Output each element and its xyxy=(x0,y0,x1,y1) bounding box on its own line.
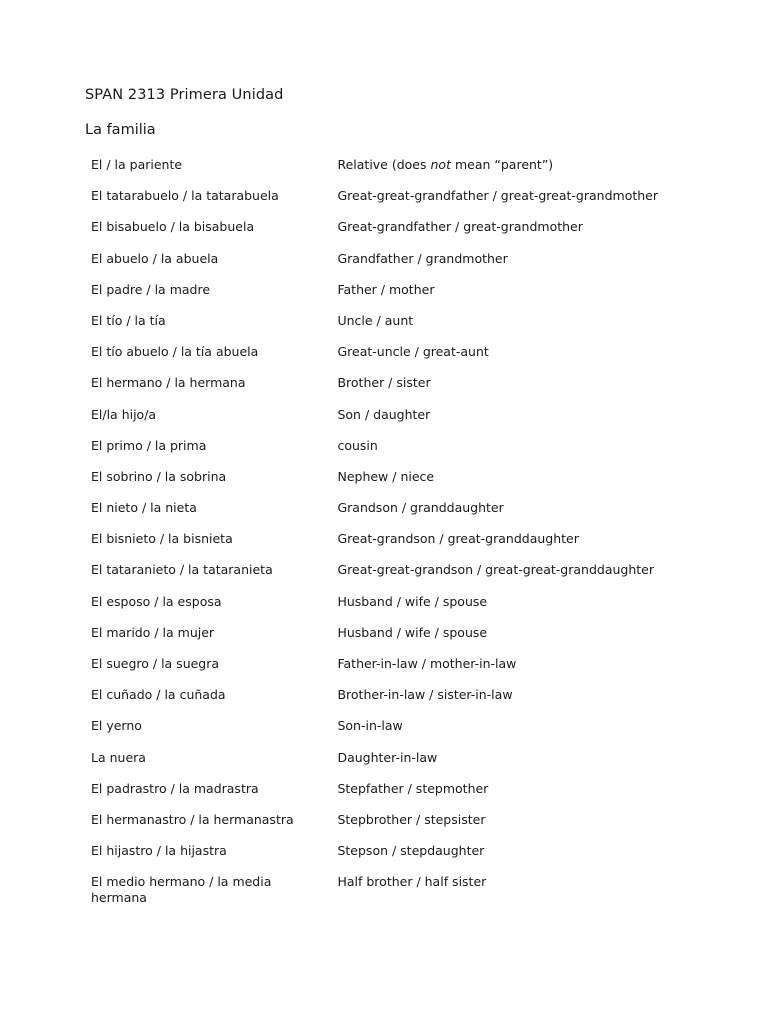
spanish-term: El tío / la tía xyxy=(91,312,166,328)
spanish-term: El suegro / la suegra xyxy=(91,656,220,671)
english-translation: Brother-in-law / sister-in-law xyxy=(337,687,513,703)
table-row xyxy=(85,594,685,625)
english-translation: Son / daughter xyxy=(337,406,431,422)
table-row xyxy=(85,438,685,469)
table-row xyxy=(85,251,685,282)
spanish-term: El tataranieto / la tataranieta xyxy=(91,562,273,578)
spanish-term: El padre / la madre xyxy=(91,281,211,297)
table-row xyxy=(85,687,685,718)
table-row xyxy=(85,562,685,593)
table-row xyxy=(85,375,685,406)
table-row xyxy=(85,500,685,531)
spanish-term: El tatarabuelo / la tatarabuela xyxy=(91,188,279,204)
english-translation: cousin xyxy=(337,437,378,453)
english-translation: Grandson / granddaughter xyxy=(337,500,504,516)
spanish-term: El/la hijo/a xyxy=(91,406,157,422)
spanish-term: El yerno xyxy=(91,718,142,734)
english-translation: Grandfather / grandmother xyxy=(337,250,508,266)
table-row xyxy=(85,531,685,562)
english-translation: Great-grandson / great-granddaughter xyxy=(337,531,579,547)
table-row xyxy=(85,188,685,219)
spanish-term: El bisabuelo / la bisabuela xyxy=(91,219,255,235)
table-row xyxy=(85,407,685,438)
english-translation: Great-great-grandson / great-great-granddaughter xyxy=(337,562,654,578)
english-translation: Half brother / half sister xyxy=(337,874,487,890)
spanish-term: El bisnieto / la bisnieta xyxy=(91,531,233,547)
table-row xyxy=(85,718,685,749)
spanish-term: La nuera xyxy=(91,749,146,765)
vocabulary-table xyxy=(85,157,685,914)
english-translation: Son-in-law xyxy=(337,718,403,734)
english-translation: Great-uncle / great-aunt xyxy=(337,344,489,360)
table-row xyxy=(85,656,685,687)
english-translation: Great-great-grandfather / great-great-grandmother xyxy=(337,188,658,204)
spanish-term: El hijastro / la hijastra xyxy=(91,843,227,859)
table-row xyxy=(85,812,685,843)
spanish-term: El hermanastro / la hermanastra xyxy=(91,811,294,827)
english-translation: Stepbrother / stepsister xyxy=(337,811,486,827)
section-heading: La familia xyxy=(85,122,156,138)
english-translation: Great-grandfather / great-grandmother xyxy=(337,219,583,235)
spanish-term: El hermano / la hermana xyxy=(91,375,246,391)
english-translation: Daughter-in-law xyxy=(337,749,438,765)
english-translation xyxy=(337,157,685,188)
table-row xyxy=(85,781,685,812)
table-row xyxy=(85,219,685,250)
english-translation: Stepfather / stepmother xyxy=(337,780,489,796)
spanish-term: El / la pariente xyxy=(91,157,183,172)
english-translation: Uncle / aunt xyxy=(337,312,414,328)
spanish-term: El primo / la prima xyxy=(91,437,207,453)
table-row xyxy=(85,469,685,500)
table-row xyxy=(85,874,685,914)
english-translation: Father / mother xyxy=(337,281,435,297)
spanish-term: El sobrino / la sobrina xyxy=(91,468,227,484)
english-translation: Husband / wife / spouse xyxy=(337,593,488,609)
spanish-term: El marido / la mujer xyxy=(91,624,215,640)
table-row xyxy=(85,344,685,375)
table-row xyxy=(85,750,685,781)
spanish-term: El esposo / la esposa xyxy=(91,593,222,609)
document-title: SPAN 2313 Primera Unidad xyxy=(85,87,284,103)
spanish-term: El medio hermano / la media hermana xyxy=(91,874,272,906)
english-translation: Father-in-law / mother-in-law xyxy=(337,656,517,671)
translation-text: mean “parent”) xyxy=(450,157,554,172)
english-translation: Husband / wife / spouse xyxy=(337,624,488,640)
spanish-term: El padrastro / la madrastra xyxy=(91,780,259,796)
table-row xyxy=(85,157,685,188)
table-row xyxy=(85,282,685,313)
spanish-term: El tío abuelo / la tía abuela xyxy=(91,344,259,360)
spanish-term: El nieto / la nieta xyxy=(91,500,197,516)
spanish-term: El abuelo / la abuela xyxy=(91,250,219,266)
english-translation: Brother / sister xyxy=(337,375,431,391)
english-translation: Nephew / niece xyxy=(337,468,435,484)
translation-text: Relative (does xyxy=(337,157,431,172)
table-row xyxy=(85,625,685,656)
spanish-term: El cuñado / la cuñada xyxy=(91,687,226,703)
table-row xyxy=(85,843,685,874)
table-row xyxy=(85,313,685,344)
english-translation: Stepson / stepdaughter xyxy=(337,843,485,859)
emphasized-word: not xyxy=(430,157,451,172)
